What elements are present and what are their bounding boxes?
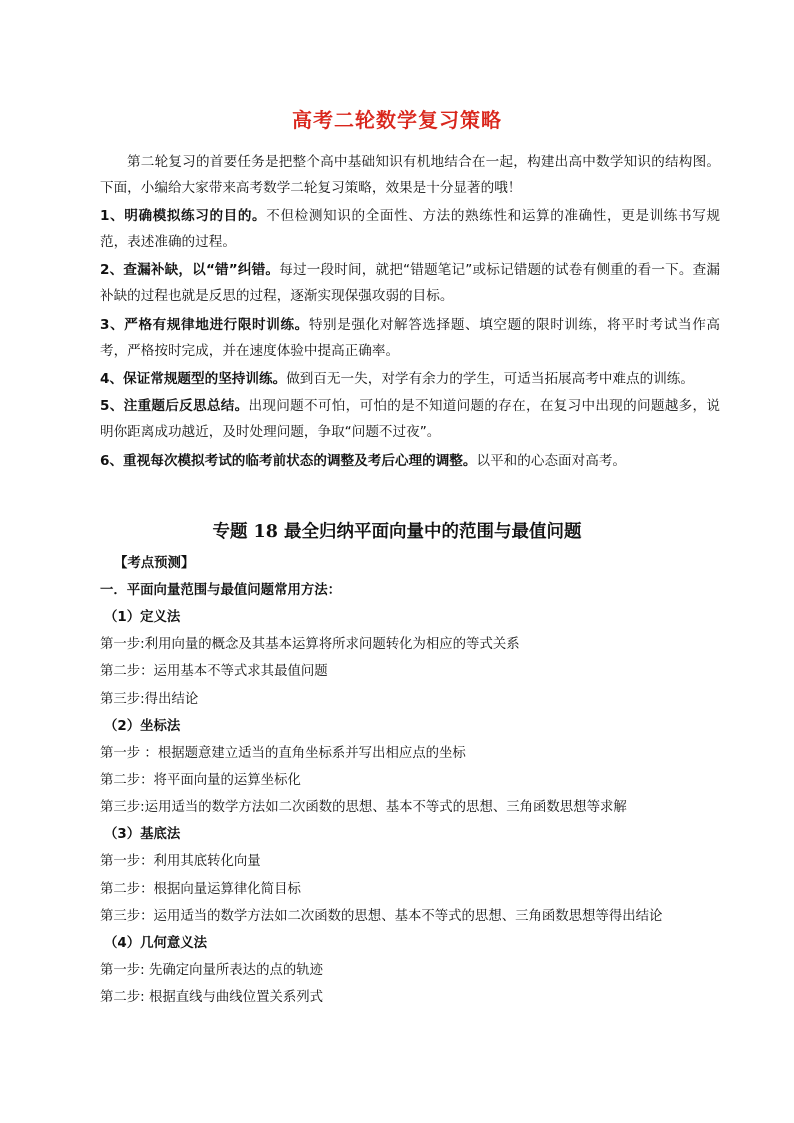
- strategy-3-body: 特别是强化对解答选择题、填空题的限时训练，将平时考试当作高考，严格按时完成，并在速度体验中提高正确率。: [100, 317, 720, 360]
- strategy-1: [100, 203, 720, 256]
- method-heading: 一．平面向量范围与最值问题常用方法：: [100, 583, 342, 598]
- method-1-name: （1）定义法: [104, 610, 181, 625]
- strategy-6-body: 以平和的心态面对高考。: [476, 453, 627, 469]
- method-2-step-2: 第二步：将平面向量的运算坐标化: [100, 773, 301, 788]
- method-1-step-3: 第三步:得出结论: [100, 692, 199, 707]
- method-2-step-1: 第一步 ：根据题意建立适当的直角坐标系并写出相应点的坐标: [100, 746, 466, 761]
- method-2-step-3: 第三步:运用适当的数学方法如二次函数的思想、基本不等式的思想、三角函数思想等求解: [100, 800, 627, 815]
- strategy-1-head: 1、明确模拟练习的目的。: [100, 208, 267, 224]
- method-2-name: （2）坐标法: [104, 719, 181, 734]
- method-4-name: （4）几何意义法: [104, 936, 208, 951]
- method-3-step-2: 第二步：根据向量运算律化简目标: [100, 882, 301, 897]
- strategy-6: [100, 448, 720, 474]
- strategy-1-body: 不但检测知识的全面性、方法的熟练性和运算的准确性，更是训练书写规范，表述准确的过程。: [100, 208, 720, 251]
- strategy-3: [100, 312, 720, 365]
- method-4-step-2: 第二步: 根据直线与曲线位置关系列式: [100, 990, 324, 1005]
- strategy-4-body: 做到百无一失，对学有余力的学生，可适当拓展高考中难点的训练。: [286, 371, 694, 387]
- method-1-step-2: 第二步：运用基本不等式求其最值问题: [100, 664, 328, 679]
- method-3-name: （3）基底法: [104, 827, 181, 842]
- intro-paragraph: 第二轮复习的首要任务是把整个高中基础知识有机地结合在一起，构建出高中数学知识的结构图。下面，小编给大家带来高考数学二轮复习策略，效果是十分显著的哦！: [100, 154, 720, 197]
- strategy-4: [100, 366, 720, 392]
- strategy-3-head: 3、严格有规律地进行限时训练。: [100, 317, 309, 333]
- strategy-2: [100, 257, 720, 310]
- strategy-6-head: 6、重视每次模拟考试的临考前状态的调整及考后心理的调整。: [100, 453, 477, 469]
- method-3-step-3: 第三步：运用适当的数学方法如二次函数的思想、基本不等式的思想、三角函数思想等得出结论: [100, 909, 663, 924]
- method-1-step-1: 第一步:利用向量的概念及其基本运算将所求问题转化为相应的等式关系: [100, 637, 520, 652]
- strategy-4-head: 4、保证常规题型的坚持训练。: [100, 371, 287, 387]
- method-4-step-1: 第一步: 先确定向量所表达的点的轨迹: [100, 963, 324, 978]
- topic-title: 专题 18 最全归纳平面向量中的范围与最值问题: [212, 522, 582, 542]
- section-label: 【考点预测】: [114, 556, 195, 571]
- strategy-5-head: 5、注重题后反思总结。: [100, 398, 249, 414]
- strategy-2-head: 2、查漏补缺，以“错”纠错。: [100, 262, 280, 278]
- method-3-step-1: 第一步：利用其底转化向量: [100, 854, 261, 869]
- strategy-2-body: 每过一段时间，就把“错题笔记”或标记错题的试卷有侧重的看一下。查漏补缺的过程也就是反思的过程，逐渐实现保强攻弱的目标。: [100, 262, 720, 305]
- strategy-5-body: 出现问题不可怕，可怕的是不知道问题的存在，在复习中出现的问题越多，说明你距离成功越近，及时处理问题，争取“问题不过夜”。: [100, 398, 720, 441]
- strategy-5: [100, 393, 720, 446]
- main-title: 高考二轮数学复习策略: [292, 108, 502, 132]
